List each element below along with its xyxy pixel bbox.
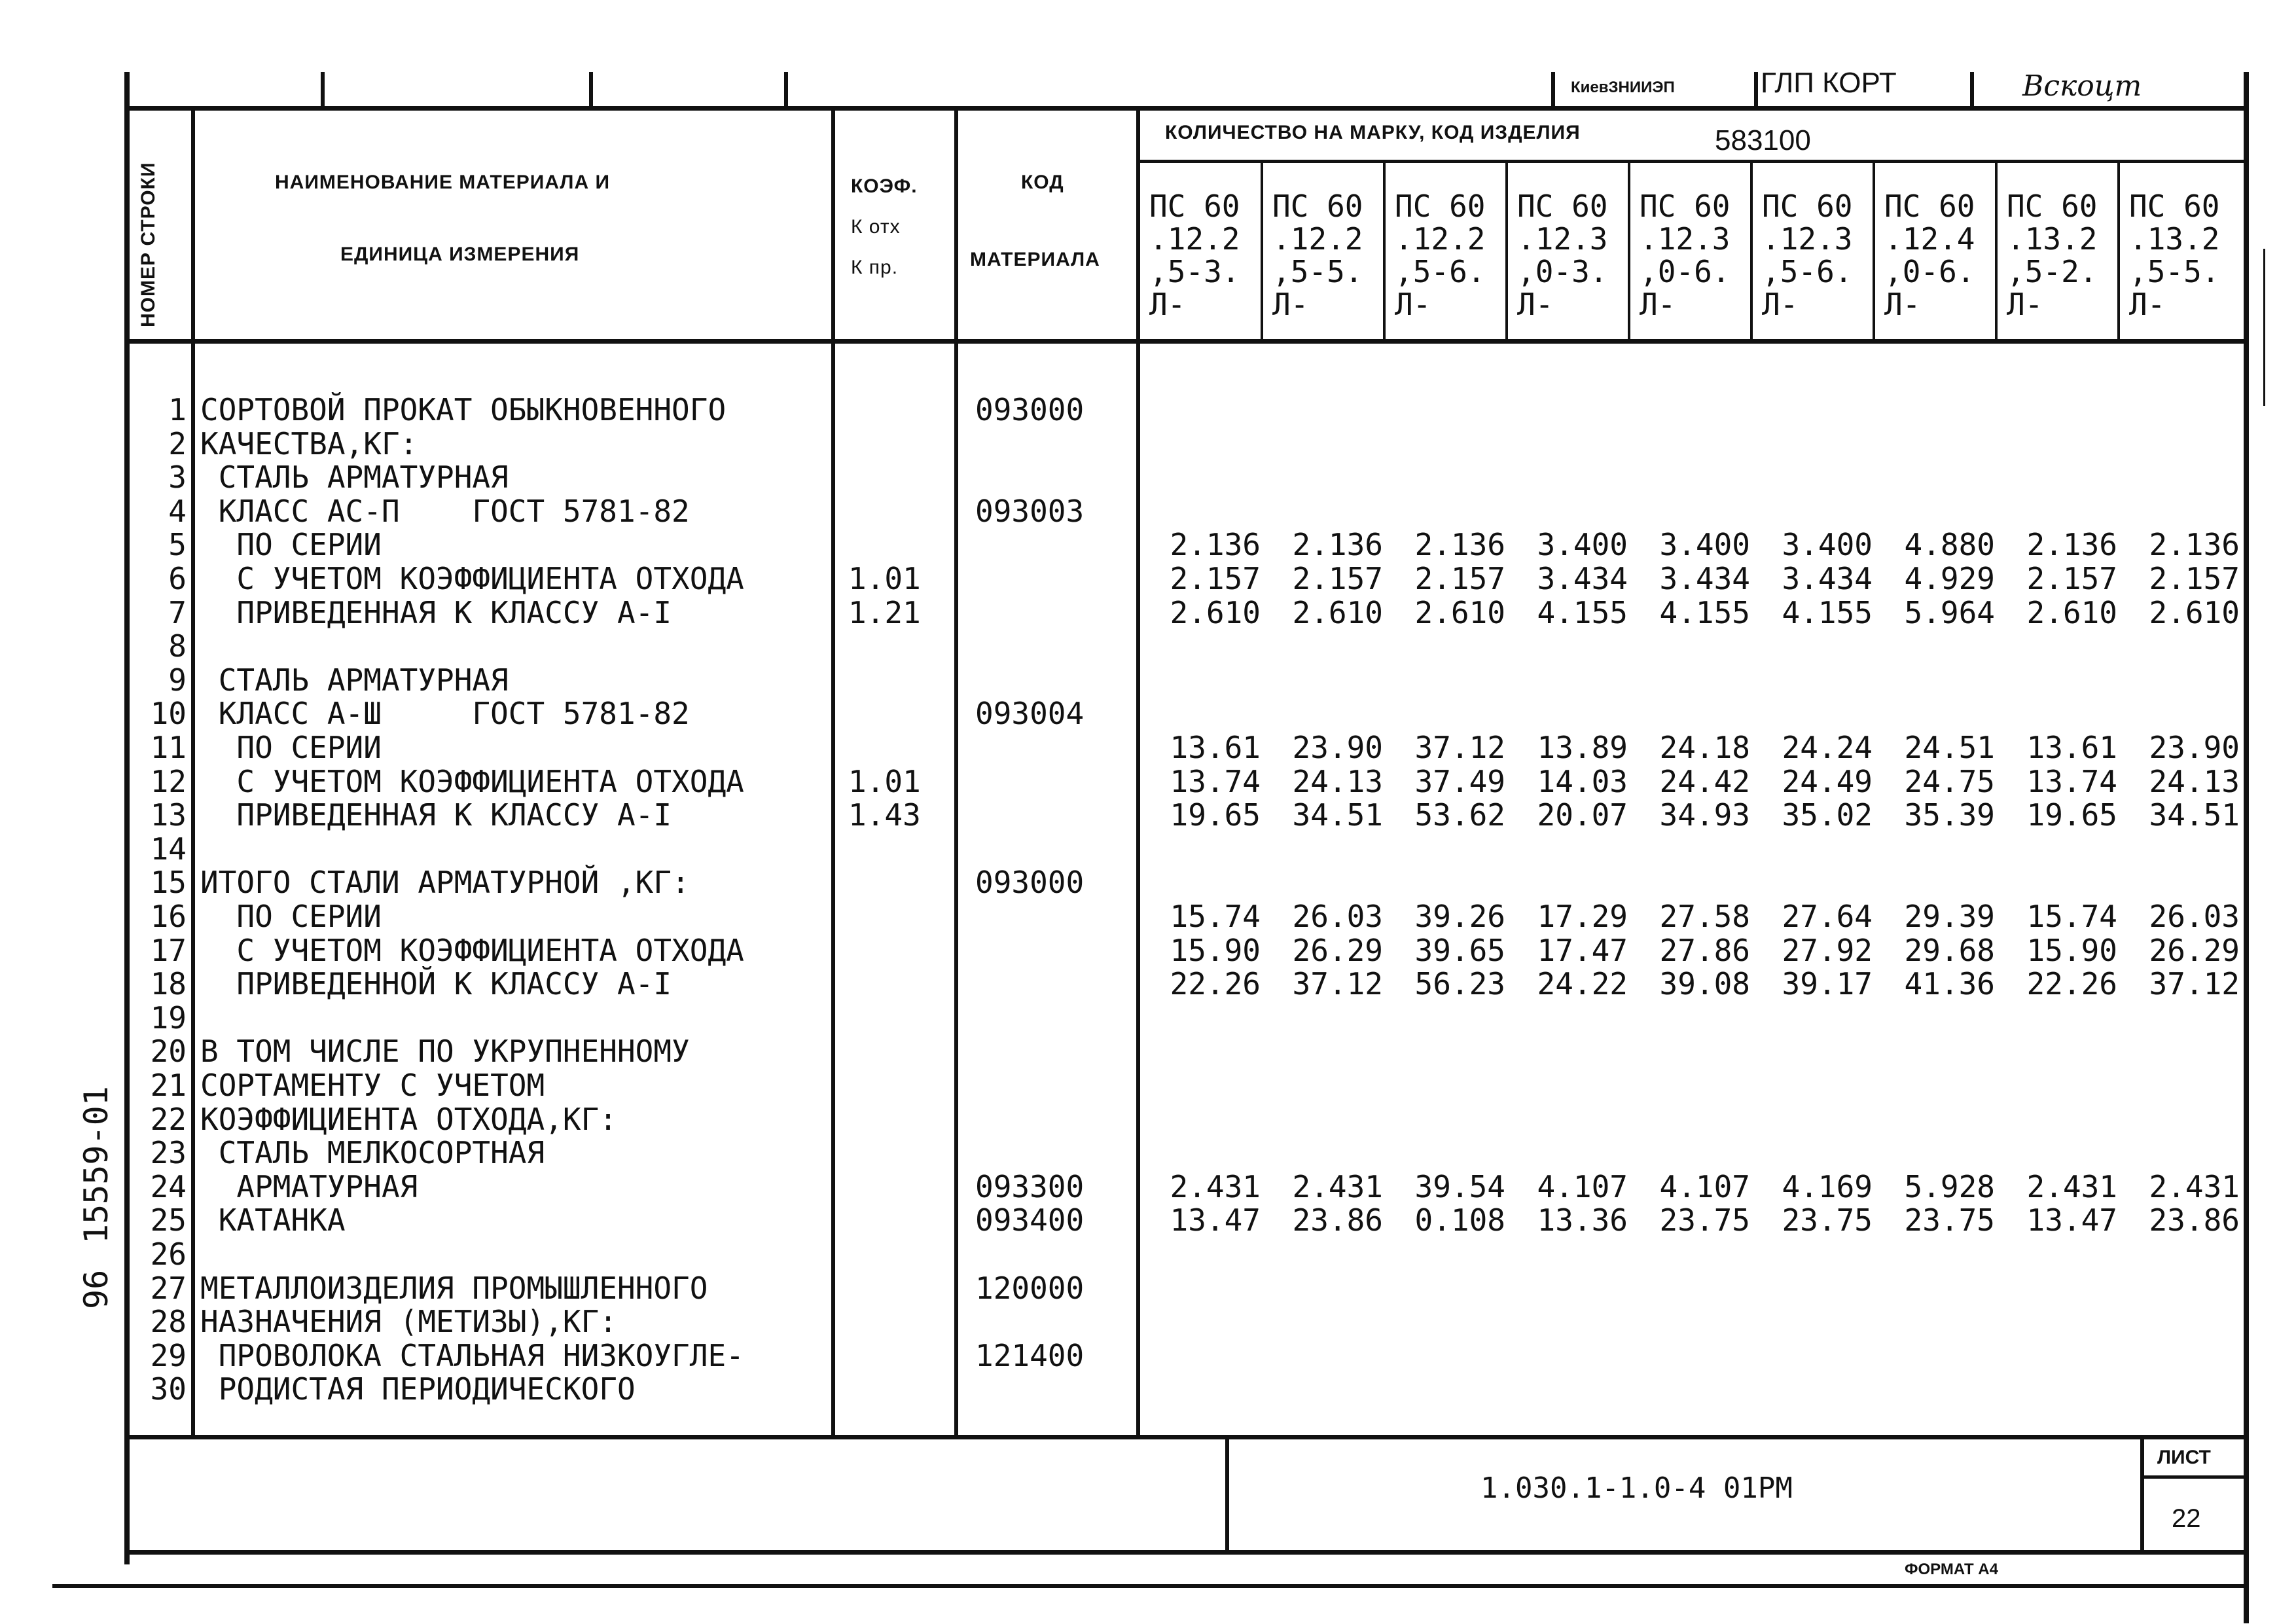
quantity-value: 2.431 bbox=[1170, 1169, 1261, 1204]
quantity-value: 15.74 bbox=[1170, 899, 1261, 934]
quantity-value: 2.610 bbox=[1170, 595, 1261, 630]
quantity-value: 2.431 bbox=[1292, 1169, 1383, 1204]
row-number-header: НОМЕР СТРОКИ bbox=[137, 162, 159, 327]
quantity-value: 15.90 bbox=[2026, 933, 2117, 968]
quantity-value: 39.08 bbox=[1659, 966, 1750, 1001]
quantity-value: 3.434 bbox=[1659, 561, 1750, 596]
coef-header-2: К отх bbox=[851, 216, 901, 238]
brand-header-line: ПС 60 bbox=[1884, 189, 1975, 224]
quantity-value: 26.03 bbox=[1292, 899, 1383, 934]
quantity-value: 13.61 bbox=[1170, 730, 1261, 765]
material-code: 120000 bbox=[975, 1271, 1085, 1306]
quantity-value: 23.90 bbox=[2149, 730, 2240, 765]
row-number: 29 bbox=[150, 1338, 187, 1373]
brand-header-7 bbox=[1884, 190, 1975, 321]
row-number: 14 bbox=[150, 831, 187, 867]
brand-header-3 bbox=[1395, 190, 1485, 321]
material-name-header-2: ЕДИНИЦА ИЗМЕРЕНИЯ bbox=[340, 244, 580, 265]
stamp-text: ГЛП КОРТ bbox=[1761, 67, 1897, 99]
quantity-value: 35.39 bbox=[1904, 797, 1995, 833]
row-number: 6 bbox=[168, 561, 187, 596]
quantity-value: 26.29 bbox=[2149, 933, 2240, 968]
brand-header-9 bbox=[2129, 190, 2219, 321]
quantity-value: 15.90 bbox=[1170, 933, 1261, 968]
material-name: В ТОМ ЧИСЛЕ ПО УКРУПНЕННОМУ bbox=[200, 1034, 690, 1069]
quantity-value: 19.65 bbox=[1170, 797, 1261, 833]
brand-header-line: .12.2 bbox=[1149, 221, 1240, 257]
quantity-value: 22.26 bbox=[2026, 966, 2117, 1001]
brand-header-line: .13.2 bbox=[2129, 221, 2220, 257]
quantity-value: 23.75 bbox=[1904, 1202, 1995, 1238]
row-number: 18 bbox=[150, 966, 187, 1001]
quantity-value: 34.93 bbox=[1659, 797, 1750, 833]
row-number: 15 bbox=[150, 865, 187, 900]
quantity-value: 3.400 bbox=[1537, 527, 1628, 562]
quantity-value: 24.18 bbox=[1659, 730, 1750, 765]
brand-header-line: Л- bbox=[1395, 287, 1431, 322]
quantity-value: 27.58 bbox=[1659, 899, 1750, 934]
quantity-value: 2.136 bbox=[1414, 527, 1505, 562]
quantity-value: 2.610 bbox=[1414, 595, 1505, 630]
material-name: С УЧЕТОМ КОЭФФИЦИЕНТА ОТХОДА bbox=[200, 561, 744, 596]
material-code: 093000 bbox=[975, 392, 1085, 427]
quantity-value: 5.964 bbox=[1904, 595, 1995, 630]
material-code: 093000 bbox=[975, 865, 1085, 900]
material-name: С УЧЕТОМ КОЭФФИЦИЕНТА ОТХОДА bbox=[200, 933, 744, 968]
brand-header-1 bbox=[1149, 190, 1240, 321]
quantity-value: 13.74 bbox=[1170, 764, 1261, 799]
brand-header-line: ПС 60 bbox=[1272, 189, 1363, 224]
row-number: 1 bbox=[168, 392, 187, 427]
quantity-value: 2.157 bbox=[1170, 561, 1261, 596]
quantity-value: 27.86 bbox=[1659, 933, 1750, 968]
quantity-value: 15.74 bbox=[2026, 899, 2117, 934]
quantity-value: 23.86 bbox=[1292, 1202, 1383, 1238]
brand-header-line: ,0-6. bbox=[1884, 254, 1975, 289]
quantity-value: 3.400 bbox=[1659, 527, 1750, 562]
quantity-value: 24.24 bbox=[1782, 730, 1873, 765]
material-name: КОЭФФИЦИЕНТА ОТХОДА,КГ: bbox=[200, 1102, 617, 1137]
row-number: 23 bbox=[150, 1135, 187, 1170]
quantity-value: 24.13 bbox=[2149, 764, 2240, 799]
row-number: 21 bbox=[150, 1068, 187, 1103]
material-name: КАТАНКА bbox=[200, 1202, 346, 1238]
quantity-value: 4.155 bbox=[1782, 595, 1873, 630]
quantity-value: 17.47 bbox=[1537, 933, 1628, 968]
brand-header-line: ПС 60 bbox=[2007, 189, 2098, 224]
format-label: ФОРМАТ А4 bbox=[1905, 1561, 1998, 1578]
row-number: 30 bbox=[150, 1371, 187, 1407]
material-name: ПРИВЕДЕННОЙ К КЛАССУ А-I bbox=[200, 966, 672, 1001]
quantity-value: 19.65 bbox=[2026, 797, 2117, 833]
quantity-value: 53.62 bbox=[1414, 797, 1505, 833]
quantity-value: 23.75 bbox=[1659, 1202, 1750, 1238]
brand-header-line: Л- bbox=[1272, 287, 1309, 322]
quantity-value: 26.03 bbox=[2149, 899, 2240, 934]
page-number: 96 bbox=[77, 1269, 115, 1309]
brand-header-line: ПС 60 bbox=[1149, 189, 1240, 224]
row-number: 7 bbox=[168, 595, 187, 630]
brand-header-line: ПС 60 bbox=[1640, 189, 1731, 224]
brand-header-4 bbox=[1517, 190, 1607, 321]
row-number: 16 bbox=[150, 899, 187, 934]
coef-header-3: К пр. bbox=[851, 257, 899, 278]
quantity-value: 3.400 bbox=[1782, 527, 1873, 562]
brand-header-line: ,5-6. bbox=[1395, 254, 1486, 289]
quantity-value: 23.75 bbox=[1782, 1202, 1873, 1238]
brand-header-line: Л- bbox=[2007, 287, 2043, 322]
quantity-value: 4.155 bbox=[1537, 595, 1628, 630]
brand-header-line: ПС 60 bbox=[1762, 189, 1853, 224]
material-name: СОРТОВОЙ ПРОКАТ ОБЫКНОВЕННОГО bbox=[200, 392, 726, 427]
brand-header-line: .12.2 bbox=[1395, 221, 1486, 257]
brand-header-line: ,5-2. bbox=[2007, 254, 2098, 289]
quantity-value: 39.54 bbox=[1414, 1169, 1505, 1204]
coef-header-1: КОЭФ. bbox=[851, 175, 918, 197]
quantity-value: 26.29 bbox=[1292, 933, 1383, 968]
material-name: ПО СЕРИИ bbox=[200, 899, 382, 934]
archive-number: 15559-01 bbox=[77, 1086, 115, 1244]
quantity-value: 4.107 bbox=[1537, 1169, 1628, 1204]
quantity-value: 23.86 bbox=[2149, 1202, 2240, 1238]
row-number: 2 bbox=[168, 426, 187, 461]
quantity-value: 27.64 bbox=[1782, 899, 1873, 934]
row-number: 11 bbox=[150, 730, 187, 765]
material-code: 093400 bbox=[975, 1202, 1085, 1238]
brand-header-line: .12.4 bbox=[1884, 221, 1975, 257]
quantity-value: 29.39 bbox=[1904, 899, 1995, 934]
row-number: 12 bbox=[150, 764, 187, 799]
row-number: 3 bbox=[168, 460, 187, 495]
quantity-value: 39.65 bbox=[1414, 933, 1505, 968]
brand-header-line: .12.3 bbox=[1517, 221, 1608, 257]
row-number: 28 bbox=[150, 1304, 187, 1339]
row-number: 9 bbox=[168, 662, 187, 698]
quantity-value: 17.29 bbox=[1537, 899, 1628, 934]
coefficient: 1.01 bbox=[848, 764, 921, 799]
brand-header-line: ,0-3. bbox=[1517, 254, 1608, 289]
brand-header-line: ПС 60 bbox=[1517, 189, 1608, 224]
material-name: ПО СЕРИИ bbox=[200, 527, 382, 562]
quantity-value: 29.68 bbox=[1904, 933, 1995, 968]
quantity-value: 0.108 bbox=[1414, 1202, 1505, 1238]
signature: Вскоцт bbox=[2022, 69, 2142, 103]
material-name: ПРИВЕДЕННАЯ К КЛАССУ А-I bbox=[200, 797, 672, 833]
row-number: 24 bbox=[150, 1169, 187, 1204]
quantity-value: 2.157 bbox=[1292, 561, 1383, 596]
quantity-value: 4.107 bbox=[1659, 1169, 1750, 1204]
material-name: СТАЛЬ АРМАТУРНАЯ bbox=[200, 662, 509, 698]
quantity-value: 24.75 bbox=[1904, 764, 1995, 799]
quantity-value: 41.36 bbox=[1904, 966, 1995, 1001]
quantity-value: 5.928 bbox=[1904, 1169, 1995, 1204]
material-name: ПРИВЕДЕННАЯ К КЛАССУ А-I bbox=[200, 595, 672, 630]
brand-header-5 bbox=[1640, 190, 1730, 321]
quantity-value: 24.49 bbox=[1782, 764, 1873, 799]
quantity-value: 20.07 bbox=[1537, 797, 1628, 833]
quantity-value: 14.03 bbox=[1537, 764, 1628, 799]
brand-header-line: ,5-5. bbox=[2129, 254, 2220, 289]
row-number: 13 bbox=[150, 797, 187, 833]
material-name: СТАЛЬ МЕЛКОСОРТНАЯ bbox=[200, 1135, 545, 1170]
material-code: 093003 bbox=[975, 494, 1085, 529]
coefficient: 1.21 bbox=[848, 595, 921, 630]
quantity-value: 13.47 bbox=[2026, 1202, 2117, 1238]
quantity-value: 24.42 bbox=[1659, 764, 1750, 799]
row-number: 4 bbox=[168, 494, 187, 529]
quantity-value: 4.880 bbox=[1904, 527, 1995, 562]
material-name: С УЧЕТОМ КОЭФФИЦИЕНТА ОТХОДА bbox=[200, 764, 744, 799]
quantity-value: 24.22 bbox=[1537, 966, 1628, 1001]
row-number: 17 bbox=[150, 933, 187, 968]
quantity-value: 34.51 bbox=[2149, 797, 2240, 833]
quantity-value: 2.136 bbox=[1170, 527, 1261, 562]
code-header-1: КОД bbox=[1021, 171, 1064, 193]
quantity-value: 13.89 bbox=[1537, 730, 1628, 765]
quantity-value: 2.610 bbox=[1292, 595, 1383, 630]
material-code: 093300 bbox=[975, 1169, 1085, 1204]
quantity-value: 2.610 bbox=[2149, 595, 2240, 630]
sheet-label: ЛИСТ bbox=[2157, 1447, 2211, 1468]
brand-header-line: ,5-3. bbox=[1149, 254, 1240, 289]
quantity-value: 13.36 bbox=[1537, 1202, 1628, 1238]
institute-label: КиевЗНИИЭП bbox=[1571, 79, 1675, 96]
quantity-value: 39.26 bbox=[1414, 899, 1505, 934]
brand-header-line: Л- bbox=[1884, 287, 1921, 322]
code-header-2: МАТЕРИАЛА bbox=[970, 249, 1100, 270]
brand-header-line: ,0-6. bbox=[1640, 254, 1731, 289]
quantity-value: 2.136 bbox=[2026, 527, 2117, 562]
quantity-value: 37.12 bbox=[1292, 966, 1383, 1001]
brand-header-line: Л- bbox=[1149, 287, 1186, 322]
product-code: 583100 bbox=[1715, 124, 1811, 156]
material-code: 093004 bbox=[975, 696, 1085, 731]
quantity-value: 13.74 bbox=[2026, 764, 2117, 799]
material-name: СОРТАМЕНТУ С УЧЕТОМ bbox=[200, 1068, 545, 1103]
brand-header-line: ,5-6. bbox=[1762, 254, 1853, 289]
quantity-value: 3.434 bbox=[1537, 561, 1628, 596]
material-name: АРМАТУРНАЯ bbox=[200, 1169, 418, 1204]
brand-header-line: Л- bbox=[1640, 287, 1676, 322]
brand-header-line: .13.2 bbox=[2007, 221, 2098, 257]
material-name: ПРОВОЛОКА СТАЛЬНАЯ НИЗКОУГЛЕ- bbox=[200, 1338, 744, 1373]
quantity-value: 23.90 bbox=[1292, 730, 1383, 765]
material-name: РОДИСТАЯ ПЕРИОДИЧЕСКОГО bbox=[200, 1371, 636, 1407]
brand-header-line: .12.3 bbox=[1640, 221, 1731, 257]
material-name-header-1: НАИМЕНОВАНИЕ МАТЕРИАЛА И bbox=[275, 171, 611, 193]
row-number: 22 bbox=[150, 1102, 187, 1137]
row-number: 10 bbox=[150, 696, 187, 731]
brand-header-line: .12.2 bbox=[1272, 221, 1363, 257]
quantity-header: КОЛИЧЕСТВО НА МАРКУ, КОД ИЗДЕЛИЯ bbox=[1165, 122, 1581, 143]
brand-header-2 bbox=[1272, 190, 1363, 321]
material-name: НАЗНАЧЕНИЯ (МЕТИЗЫ),КГ: bbox=[200, 1304, 617, 1339]
quantity-value: 56.23 bbox=[1414, 966, 1505, 1001]
row-number: 5 bbox=[168, 527, 187, 562]
row-number: 19 bbox=[150, 1000, 187, 1036]
quantity-value: 4.155 bbox=[1659, 595, 1750, 630]
quantity-value: 4.169 bbox=[1782, 1169, 1873, 1204]
material-code: 121400 bbox=[975, 1338, 1085, 1373]
quantity-value: 13.61 bbox=[2026, 730, 2117, 765]
quantity-value: 2.136 bbox=[2149, 527, 2240, 562]
quantity-value: 2.431 bbox=[2026, 1169, 2117, 1204]
brand-header-8 bbox=[2007, 190, 2097, 321]
quantity-value: 24.51 bbox=[1904, 730, 1995, 765]
quantity-value: 34.51 bbox=[1292, 797, 1383, 833]
quantity-value: 2.431 bbox=[2149, 1169, 2240, 1204]
material-name: КЛАСС А-Ш ГОСТ 5781-82 bbox=[200, 696, 690, 731]
brand-header-line: Л- bbox=[2129, 287, 2166, 322]
row-number: 26 bbox=[150, 1236, 187, 1272]
quantity-value: 3.434 bbox=[1782, 561, 1873, 596]
brand-header-line: ,5-5. bbox=[1272, 254, 1363, 289]
quantity-value: 39.17 bbox=[1782, 966, 1873, 1001]
quantity-value: 35.02 bbox=[1782, 797, 1873, 833]
row-number: 8 bbox=[168, 628, 187, 664]
brand-header-line: Л- bbox=[1762, 287, 1799, 322]
quantity-value: 37.49 bbox=[1414, 764, 1505, 799]
coefficient: 1.43 bbox=[848, 797, 921, 833]
row-number: 20 bbox=[150, 1034, 187, 1069]
quantity-value: 2.610 bbox=[2026, 595, 2117, 630]
brand-header-6 bbox=[1762, 190, 1852, 321]
material-name: ПО СЕРИИ bbox=[200, 730, 382, 765]
quantity-value: 2.157 bbox=[2026, 561, 2117, 596]
material-name: ИТОГО СТАЛИ АРМАТУРНОЙ ,КГ: bbox=[200, 865, 690, 900]
quantity-value: 2.157 bbox=[2149, 561, 2240, 596]
brand-header-line: Л- bbox=[1517, 287, 1554, 322]
brand-header-line: .12.3 bbox=[1762, 221, 1853, 257]
row-number: 25 bbox=[150, 1202, 187, 1238]
material-name: СТАЛЬ АРМАТУРНАЯ bbox=[200, 460, 509, 495]
material-name: МЕТАЛЛОИЗДЕЛИЯ ПРОМЫШЛЕННОГО bbox=[200, 1271, 708, 1306]
row-number: 27 bbox=[150, 1271, 187, 1306]
quantity-value: 13.47 bbox=[1170, 1202, 1261, 1238]
sheet-number: 22 bbox=[2172, 1504, 2201, 1533]
quantity-value: 24.13 bbox=[1292, 764, 1383, 799]
brand-header-line: ПС 60 bbox=[1395, 189, 1486, 224]
brand-header-line: ПС 60 bbox=[2129, 189, 2220, 224]
quantity-value: 22.26 bbox=[1170, 966, 1261, 1001]
quantity-value: 4.929 bbox=[1904, 561, 1995, 596]
document-code: 1.030.1-1.0-4 01РМ bbox=[1480, 1471, 1793, 1505]
quantity-value: 2.157 bbox=[1414, 561, 1505, 596]
quantity-value: 37.12 bbox=[2149, 966, 2240, 1001]
quantity-value: 2.136 bbox=[1292, 527, 1383, 562]
material-name: КЛАСС АС-П ГОСТ 5781-82 bbox=[200, 494, 690, 529]
material-name: КАЧЕСТВА,КГ: bbox=[200, 426, 418, 461]
quantity-value: 37.12 bbox=[1414, 730, 1505, 765]
quantity-value: 27.92 bbox=[1782, 933, 1873, 968]
coefficient: 1.01 bbox=[848, 561, 921, 596]
